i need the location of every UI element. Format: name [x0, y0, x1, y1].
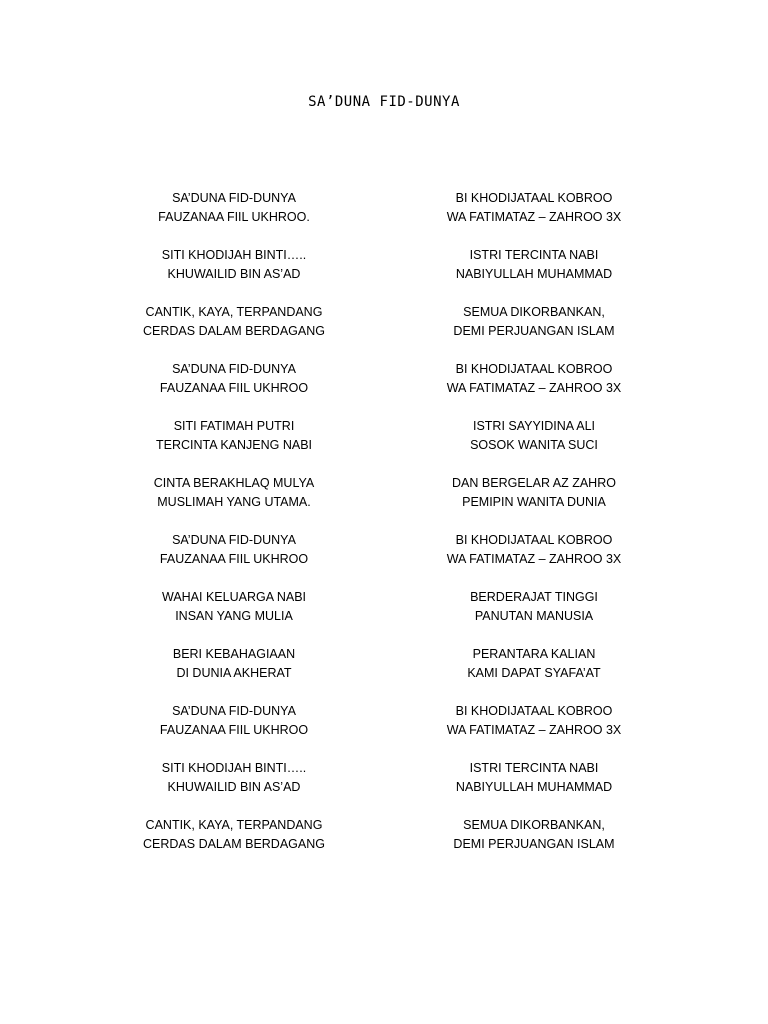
lyric-line: FAUZANAA FIIL UKHROO — [159, 723, 309, 737]
lyric-line: DEMI PERJUANGAN ISLAM — [453, 324, 615, 338]
stanza — [384, 702, 684, 759]
stanza — [384, 816, 684, 873]
lyric-line: BERDERAJAT TINGGI — [470, 590, 598, 604]
stanza — [384, 531, 684, 588]
stanza — [84, 417, 384, 474]
stanza — [84, 360, 384, 417]
lyric-line: SA’DUNA FID-DUNYA — [172, 191, 296, 205]
lyric-line: FAUZANAA FIIL UKHROO. — [158, 210, 310, 224]
lyric-line: SITI KHODIJAH BINTI….. — [161, 248, 307, 262]
lyric-line: SA’DUNA FID-DUNYA — [172, 704, 296, 718]
lyric-line: KAMI DAPAT SYAFA’AT — [467, 666, 601, 680]
lyric-line: CERDAS DALAM BERDAGANG — [143, 837, 325, 851]
stanza — [384, 474, 684, 531]
lyric-line: WA FATIMATAZ – ZAHROO 3X — [446, 723, 622, 737]
lyric-line: INSAN YANG MULIA — [175, 609, 293, 623]
stanza — [84, 246, 384, 303]
lyric-line: PANUTAN MANUSIA — [474, 609, 594, 623]
lyric-line: TERCINTA KANJENG NABI — [155, 438, 313, 452]
lyric-line: SA’DUNA FID-DUNYA — [172, 362, 296, 376]
stanza — [84, 588, 384, 645]
lyric-line: WA FATIMATAZ – ZAHROO 3X — [446, 381, 622, 395]
lyric-line: NABIYULLAH MUHAMMAD — [455, 267, 613, 281]
lyric-line: MUSLIMAH YANG UTAMA. — [157, 495, 311, 509]
lyric-line: BI KHODIJATAAL KOBROO — [455, 362, 613, 376]
lyric-line: SEMUA DIKORBANKAN, — [463, 305, 605, 319]
lyric-line: WA FATIMATAZ – ZAHROO 3X — [446, 552, 622, 566]
stanza — [84, 303, 384, 360]
left-lyrics-column — [84, 189, 384, 873]
stanza — [84, 474, 384, 531]
lyric-line: BERI KEBAHAGIAAN — [172, 647, 296, 661]
stanza — [84, 189, 384, 246]
lyric-line: WA FATIMATAZ – ZAHROO 3X — [446, 210, 622, 224]
lyric-line: SITI FATIMAH PUTRI — [173, 419, 295, 433]
stanza — [384, 588, 684, 645]
lyric-line: ISTRI TERCINTA NABI — [469, 248, 599, 262]
lyric-line: SITI KHODIJAH BINTI….. — [161, 761, 307, 775]
stanza — [84, 702, 384, 759]
lyric-line: DAN BERGELAR AZ ZAHRO — [452, 476, 616, 490]
stanza — [384, 360, 684, 417]
stanza — [84, 816, 384, 873]
stanza — [384, 189, 684, 246]
stanza — [384, 645, 684, 702]
stanza — [84, 531, 384, 588]
stanza — [84, 645, 384, 702]
lyric-line: PEMIPIN WANITA DUNIA — [462, 495, 606, 509]
lyric-line: CERDAS DALAM BERDAGANG — [143, 324, 325, 338]
lyric-line: BI KHODIJATAAL KOBROO — [455, 533, 613, 547]
lyric-line: ISTRI SAYYIDINA ALI — [472, 419, 596, 433]
right-lyrics-column — [384, 189, 684, 873]
lyric-line: CANTIK, KAYA, TERPANDANG — [145, 818, 323, 832]
lyric-line: KHUWAILID BIN AS’AD — [167, 267, 301, 281]
lyric-line: SOSOK WANITA SUCI — [470, 438, 598, 452]
lyric-line: SEMUA DIKORBANKAN, — [463, 818, 605, 832]
lyric-line: DEMI PERJUANGAN ISLAM — [453, 837, 615, 851]
lyric-line: DI DUNIA AKHERAT — [176, 666, 292, 680]
lyric-line: BI KHODIJATAAL KOBROO — [455, 191, 613, 205]
lyric-line: FAUZANAA FIIL UKHROO — [159, 381, 309, 395]
page-title: SA’DUNA FID-DUNYA — [308, 94, 460, 110]
stanza — [384, 417, 684, 474]
lyric-line: PERANTARA KALIAN — [472, 647, 596, 661]
lyric-line: ISTRI TERCINTA NABI — [469, 761, 599, 775]
lyric-line: WAHAI KELUARGA NABI — [161, 590, 307, 604]
stanza — [84, 759, 384, 816]
stanza — [384, 759, 684, 816]
lyric-line: SA’DUNA FID-DUNYA — [172, 533, 296, 547]
lyric-line: NABIYULLAH MUHAMMAD — [455, 780, 613, 794]
lyric-line: KHUWAILID BIN AS’AD — [167, 780, 301, 794]
lyric-line: FAUZANAA FIIL UKHROO — [159, 552, 309, 566]
stanza — [384, 246, 684, 303]
lyric-line: CANTIK, KAYA, TERPANDANG — [145, 305, 323, 319]
lyric-line: CINTA BERAKHLAQ MULYA — [153, 476, 315, 490]
stanza — [384, 303, 684, 360]
lyric-line: BI KHODIJATAAL KOBROO — [455, 704, 613, 718]
